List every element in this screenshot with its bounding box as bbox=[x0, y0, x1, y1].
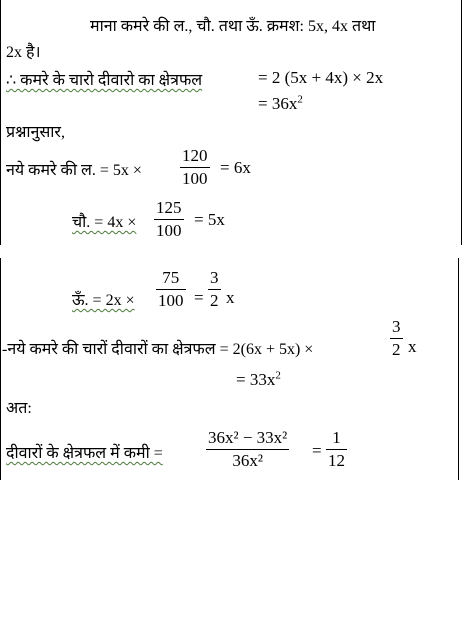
decrease-eq: = bbox=[312, 441, 322, 460]
new-breadth-fraction: 125 100 bbox=[156, 198, 182, 240]
therefore-label: अत: bbox=[6, 400, 32, 417]
wall-area-line bbox=[6, 68, 202, 90]
new-breadth-lhs: चौ. = 4x × bbox=[72, 214, 137, 231]
new-height-lhs: ऊँ. = 2x × bbox=[72, 292, 135, 309]
left-border-top bbox=[0, 0, 1, 245]
new-wall-area-lhs: -नये कमरे की चारों दीवारों का क्षेत्रफल = 2(6x + 5x) × bbox=[2, 341, 314, 358]
new-height-tail: x bbox=[226, 288, 235, 307]
decrease-fraction: 36x² − 33x² 36x² bbox=[208, 428, 288, 470]
left-border-bottom bbox=[0, 258, 1, 480]
new-wall-area-result: = $33x^2$ bbox=[236, 369, 281, 389]
new-height-fraction-1: 75 100 bbox=[158, 268, 184, 310]
new-wall-area-tail: x bbox=[408, 337, 417, 356]
intro-line bbox=[90, 14, 375, 36]
intro-text: माना कमरे की ल., चौ. तथा ऊँ. क्रमश: 5x, 4x तथा bbox=[90, 18, 376, 35]
new-length-lhs: नये कमरे की ल. = 5x × bbox=[6, 162, 142, 179]
decrease-result-fraction: 1 12 bbox=[328, 428, 345, 470]
new-length-fraction: 120 100 bbox=[182, 146, 208, 188]
intro-continuation-text: 2x है। bbox=[6, 44, 41, 61]
new-breadth-result: = 5x bbox=[194, 210, 225, 229]
decrease-lhs: दीवारों के क्षेत्रफल में कमी = bbox=[6, 445, 163, 462]
intro-continuation bbox=[6, 40, 41, 62]
according-to-question: प्रश्नानुसार, bbox=[6, 124, 65, 141]
right-border-top bbox=[461, 0, 462, 245]
wall-area-formula: = 2 (5x + 4x) × 2x bbox=[258, 68, 384, 87]
wall-area-result: = $36x^2$ bbox=[258, 93, 303, 113]
new-length-result: = 6x bbox=[220, 158, 251, 177]
new-wall-area-fraction: 3 2 bbox=[392, 317, 401, 359]
new-height-eq: = bbox=[194, 288, 204, 307]
right-border-bottom bbox=[458, 258, 459, 480]
new-height-fraction-2: 3 2 bbox=[210, 268, 219, 310]
wall-area-label: ∴ कमरे के चारो दीवारो का क्षेत्रफल bbox=[6, 72, 203, 89]
